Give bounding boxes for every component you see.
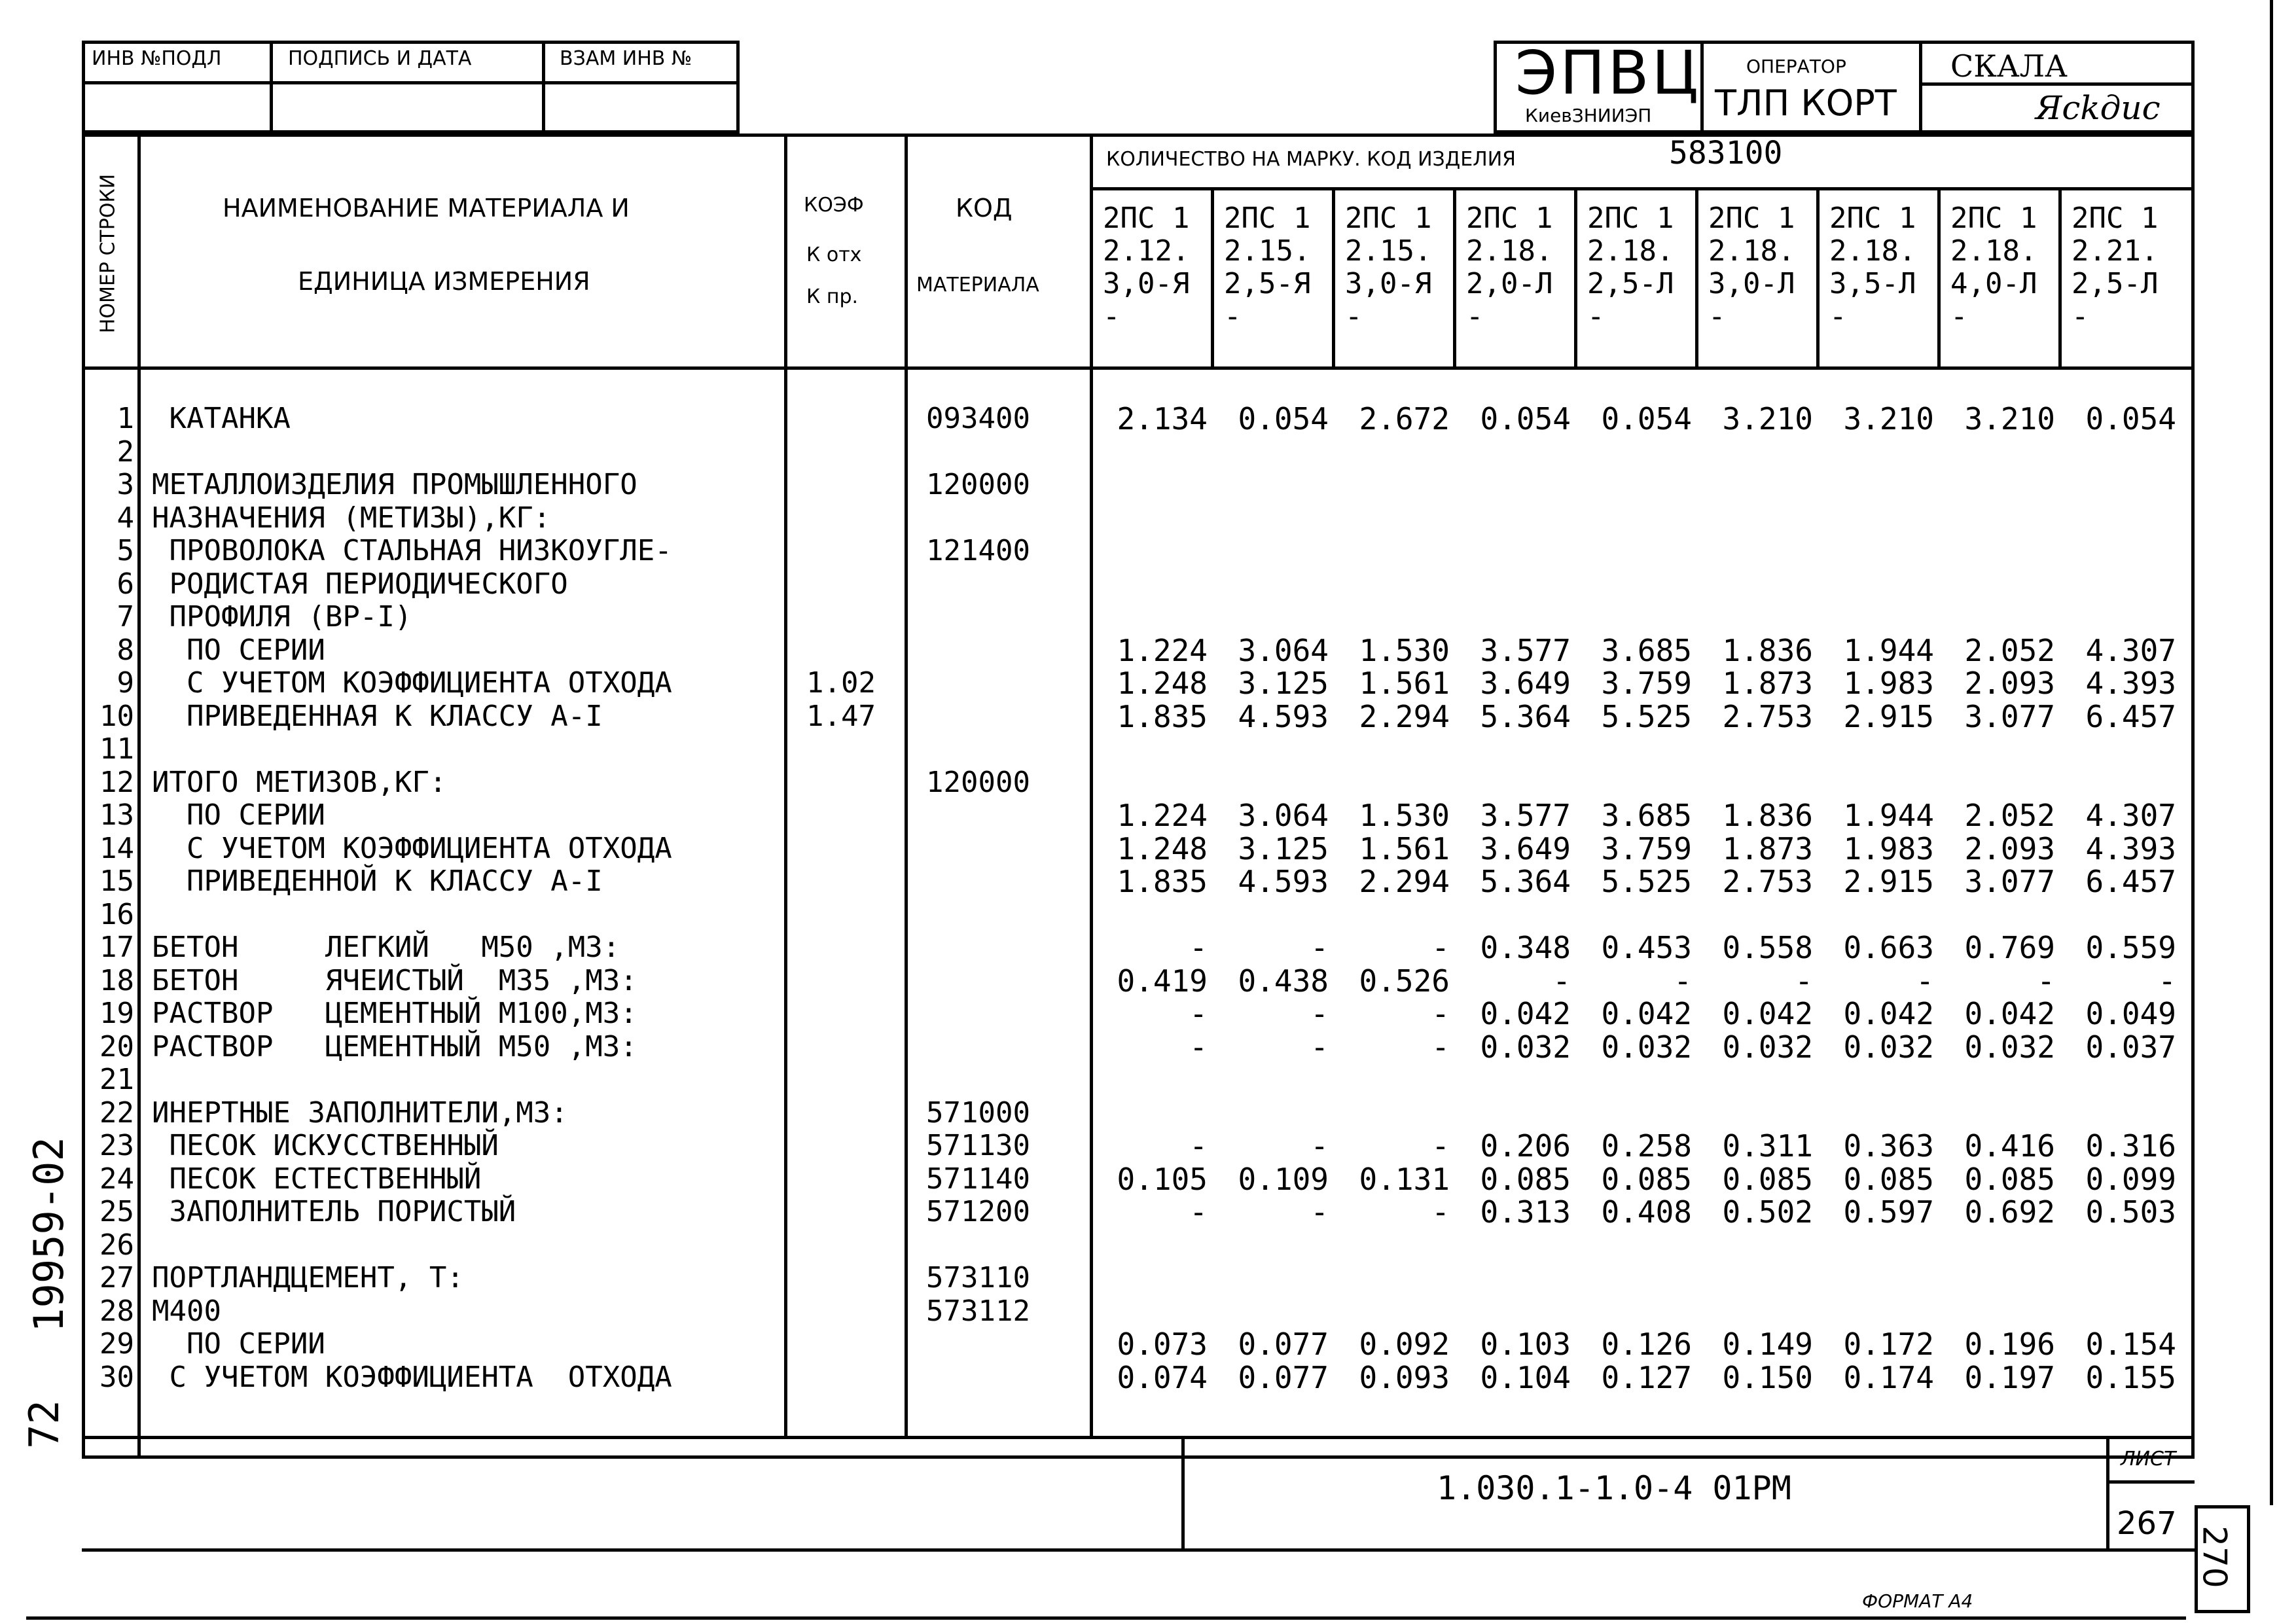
- row-value: -: [1189, 1029, 1208, 1065]
- row-material-name: ПО СЕРИИ: [152, 798, 325, 832]
- row-value: 0.032: [1722, 1029, 1813, 1065]
- row-value: 0.155: [2085, 1359, 2176, 1395]
- row-value: 0.054: [2085, 401, 2176, 437]
- col-line-name: [784, 134, 787, 1436]
- col-line-coef: [905, 134, 908, 1436]
- row-number: 20: [99, 1029, 134, 1063]
- row-value: 5.525: [1601, 864, 1692, 899]
- row-material-code: 120000: [926, 765, 1030, 799]
- brand-header-line: 2.21.: [2072, 234, 2159, 268]
- row-value: 0.663: [1843, 930, 1934, 965]
- row-value: 3.077: [1964, 698, 2055, 734]
- row-value: -: [2158, 963, 2176, 999]
- row-value: 0.042: [1964, 996, 2055, 1031]
- row-value: 0.092: [1359, 1327, 1450, 1362]
- row-value: -: [1310, 1194, 1329, 1230]
- brand-header-line: -: [1224, 300, 1242, 333]
- row-number: 26: [99, 1228, 134, 1262]
- row-value: 0.109: [1238, 1161, 1329, 1197]
- row-number: 15: [99, 865, 134, 898]
- row-value: -: [1795, 963, 1813, 999]
- brand-header-line: 2ПС 1: [1587, 202, 1674, 235]
- row-material-name: ЗАПОЛНИТЕЛЬ ПОРИСТЫЙ: [152, 1195, 516, 1228]
- row-number: 12: [99, 765, 134, 799]
- row-value: 4.393: [2085, 666, 2176, 701]
- row-material-code: 573112: [926, 1294, 1030, 1328]
- footer-bottom-line: [82, 1548, 2195, 1552]
- row-number: 8: [117, 633, 134, 667]
- row-number: 21: [99, 1063, 134, 1096]
- row-number: 4: [117, 501, 134, 535]
- row-value: -: [1189, 1128, 1208, 1164]
- row-value: 0.408: [1601, 1194, 1692, 1230]
- row-value: 0.438: [1238, 963, 1329, 999]
- org-sub: КиевЗНИИЭП: [1525, 105, 1652, 126]
- row-value: 0.416: [1964, 1128, 2055, 1164]
- brand-header-line: 2ПС 1: [1708, 202, 1795, 235]
- row-value: 5.364: [1480, 864, 1571, 899]
- brand-header-line: 2,5-Я: [1224, 267, 1311, 300]
- row-number: 1: [117, 402, 134, 435]
- row-number: 23: [99, 1129, 134, 1162]
- row-value: 0.032: [1601, 1029, 1692, 1065]
- row-value: -: [1552, 963, 1571, 999]
- row-value: 1.944: [1843, 632, 1934, 668]
- row-value: 0.150: [1722, 1359, 1813, 1395]
- row-value: 3.685: [1601, 798, 1692, 833]
- row-value: 1.224: [1117, 798, 1208, 833]
- row-value: 0.453: [1601, 930, 1692, 965]
- brand-col-separator: [1695, 187, 1698, 366]
- row-material-code: 093400: [926, 402, 1030, 435]
- row-value: 1.530: [1359, 798, 1450, 833]
- row-number: 9: [117, 666, 134, 700]
- row-value: 4.593: [1238, 864, 1329, 899]
- row-value: 0.316: [2085, 1128, 2176, 1164]
- row-value: 2.672: [1359, 401, 1450, 437]
- row-material-name: БЕТОН ЯЧЕИСТЫЙ М35 ,М3:: [152, 963, 637, 997]
- row-number: 29: [99, 1327, 134, 1361]
- row-number: 17: [99, 931, 134, 964]
- row-value: -: [1189, 930, 1208, 965]
- row-value: 0.077: [1238, 1359, 1329, 1395]
- row-value: 0.093: [1359, 1359, 1450, 1395]
- table-bottom-line: [82, 1436, 2195, 1439]
- row-value: 3.649: [1480, 666, 1571, 701]
- row-value: -: [2037, 963, 2055, 999]
- row-value: -: [1431, 1194, 1450, 1230]
- row-value: 0.363: [1843, 1128, 1934, 1164]
- row-value: 0.174: [1843, 1359, 1934, 1395]
- row-value: 0.502: [1722, 1194, 1813, 1230]
- row-value: -: [1431, 1128, 1450, 1164]
- operator-value: ТЛП КОРТ: [1715, 82, 1897, 124]
- row-value: 0.149: [1722, 1327, 1813, 1362]
- row-material-name: ПО СЕРИИ: [152, 1327, 325, 1361]
- brand-header-line: 2.18.: [1466, 234, 1553, 268]
- row-material-name: ПРИВЕДЕННАЯ К КЛАССУ А-I: [152, 699, 603, 733]
- row-number: 27: [99, 1261, 134, 1294]
- col-line-rownum: [137, 134, 141, 1459]
- stamp-inv-podl: ИНВ №ПОДЛ: [92, 47, 222, 70]
- row-value: 0.348: [1480, 930, 1571, 965]
- row-material-name: М400: [152, 1294, 221, 1328]
- row-coefficient: 1.02: [806, 666, 876, 700]
- row-value: 1.835: [1117, 864, 1208, 899]
- row-coefficient: 1.47: [806, 699, 876, 733]
- stamp-signature-date: ПОДПИСЬ И ДАТА: [288, 47, 472, 70]
- brand-header-line: 2ПС 1: [1829, 202, 1916, 235]
- footer-divider: [1181, 1436, 1185, 1550]
- row-value: 3.064: [1238, 798, 1329, 833]
- row-value: 2.093: [1964, 666, 2055, 701]
- operator-label: ОПЕРАТОР: [1746, 56, 1846, 77]
- row-value: 0.131: [1359, 1161, 1450, 1197]
- format-label: ФОРМАТ А4: [1862, 1590, 1973, 1612]
- row-material-name: ПОРТЛАНДЦЕМЕНТ, Т:: [152, 1261, 464, 1294]
- row-value: 3.685: [1601, 632, 1692, 668]
- row-value: 0.032: [1480, 1029, 1571, 1065]
- row-value: 0.313: [1480, 1194, 1571, 1230]
- row-value: -: [1310, 1128, 1329, 1164]
- row-value: 2.753: [1722, 864, 1813, 899]
- row-value: 0.085: [1843, 1161, 1934, 1197]
- brand-header-line: -: [2072, 300, 2089, 333]
- row-number: 16: [99, 897, 134, 931]
- stamp-divider: [82, 81, 740, 84]
- row-value: 1.561: [1359, 666, 1450, 701]
- row-material-code: 573110: [926, 1261, 1030, 1294]
- row-material-name: РАСТВОР ЦЕМЕНТНЫЙ М100,М3:: [152, 997, 637, 1030]
- row-value: 0.042: [1722, 996, 1813, 1031]
- row-material-name: ПЕСОК ЕСТЕСТВЕННЫЙ: [152, 1162, 482, 1196]
- brand-header-line: 3,0-Я: [1103, 267, 1190, 300]
- row-value: 2.915: [1843, 864, 1934, 899]
- row-material-code: 120000: [926, 468, 1030, 501]
- coef-header-3: К пр.: [806, 285, 859, 308]
- row-number-header: НОМЕР СТРОКИ: [96, 173, 120, 334]
- stamp-col-divider-1: [270, 41, 273, 134]
- brand-col-separator: [1574, 187, 1577, 366]
- row-material-name: ИНЕРТНЫЕ ЗАПОЛНИТЕЛИ,М3:: [152, 1096, 568, 1130]
- brand-header-line: -: [1950, 300, 1968, 333]
- row-material-code: 571140: [926, 1162, 1030, 1196]
- right-edge-line: [2270, 0, 2273, 1505]
- row-value: 5.364: [1480, 698, 1571, 734]
- brand-header-line: 2,0-Л: [1466, 267, 1553, 300]
- brand-header-line: 2.18.: [1587, 234, 1674, 268]
- signature: Ясkдис: [2036, 89, 2161, 127]
- brand-header-line: 3,0-Я: [1345, 267, 1432, 300]
- row-value: 0.769: [1964, 930, 2055, 965]
- row-material-code: 571130: [926, 1129, 1030, 1162]
- row-value: 3.577: [1480, 632, 1571, 668]
- code-header-2: МАТЕРИАЛА: [916, 274, 1039, 296]
- brand-col-separator: [1332, 187, 1335, 366]
- row-value: 4.307: [2085, 798, 2176, 833]
- row-value: -: [1431, 996, 1450, 1031]
- row-material-name: ПО СЕРИИ: [152, 633, 325, 667]
- row-number: 19: [99, 997, 134, 1030]
- row-value: 1.248: [1117, 830, 1208, 866]
- row-material-code: 571200: [926, 1195, 1030, 1228]
- row-value: 2.294: [1359, 864, 1450, 899]
- side-number: 19959-02: [24, 1137, 73, 1332]
- brand-header-line: 2ПС 1: [1950, 202, 2037, 235]
- stamp-col-divider-2: [542, 41, 545, 134]
- row-material-name: ПРИВЕДЕННОЙ К КЛАССУ А-I: [152, 865, 603, 898]
- brand-header-line: 2ПС 1: [1466, 202, 1553, 235]
- page-bottom-line: [26, 1616, 2186, 1620]
- row-value: -: [1189, 1194, 1208, 1230]
- brand-header-line: -: [1103, 300, 1121, 333]
- row-value: 0.042: [1480, 996, 1571, 1031]
- row-value: 0.197: [1964, 1359, 2055, 1395]
- row-value: 0.558: [1722, 930, 1813, 965]
- row-value: 1.873: [1722, 830, 1813, 866]
- row-number: 7: [117, 600, 134, 633]
- row-value: 0.054: [1238, 401, 1329, 437]
- coef-header-2: К отх: [806, 243, 862, 266]
- row-number: 28: [99, 1294, 134, 1328]
- row-value: 3.125: [1238, 830, 1329, 866]
- row-value: 4.307: [2085, 632, 2176, 668]
- row-value: 0.311: [1722, 1128, 1813, 1164]
- sheet-box-mid: [2106, 1480, 2195, 1484]
- row-value: 1.836: [1722, 798, 1813, 833]
- brand-col-separator: [2058, 187, 2062, 366]
- row-value: 3.577: [1480, 798, 1571, 833]
- row-material-name: РОДИСТАЯ ПЕРИОДИЧЕСКОГО: [152, 567, 568, 601]
- row-value: 0.054: [1601, 401, 1692, 437]
- row-value: 0.085: [1722, 1161, 1813, 1197]
- brand-header-line: -: [1345, 300, 1363, 333]
- row-value: 0.085: [1964, 1161, 2055, 1197]
- brand-header-line: 2ПС 1: [2072, 202, 2159, 235]
- row-value: 0.103: [1480, 1327, 1571, 1362]
- brand-header-line: 3,5-Л: [1829, 267, 1916, 300]
- row-number: 30: [99, 1360, 134, 1394]
- row-value: 3.210: [1843, 401, 1934, 437]
- row-number: 13: [99, 798, 134, 832]
- row-number: 10: [99, 699, 134, 733]
- row-value: 0.032: [1843, 1029, 1934, 1065]
- row-value: -: [1310, 1029, 1329, 1065]
- row-value: 0.104: [1480, 1359, 1571, 1395]
- row-value: 1.873: [1722, 666, 1813, 701]
- system-name: СКАЛА: [1950, 48, 2068, 84]
- row-value: 3.210: [1964, 401, 2055, 437]
- brand-header-line: 2ПС 1: [1345, 202, 1432, 235]
- row-value: 0.099: [2085, 1161, 2176, 1197]
- brand-col-separator: [1816, 187, 1820, 366]
- row-value: 0.127: [1601, 1359, 1692, 1395]
- brand-header-line: -: [1829, 300, 1847, 333]
- row-value: 0.077: [1238, 1327, 1329, 1362]
- row-value: 1.530: [1359, 632, 1450, 668]
- brand-header-line: -: [1587, 300, 1605, 333]
- stamp-vzam-inv: ВЗАМ ИНВ №: [560, 47, 692, 70]
- row-value: -: [1189, 996, 1208, 1031]
- row-value: 3.077: [1964, 864, 2055, 899]
- row-value: -: [1431, 930, 1450, 965]
- brand-header-line: 4,0-Л: [1950, 267, 2037, 300]
- row-value: -: [1916, 963, 1934, 999]
- sheet-label: ЛИСТ: [2121, 1448, 2176, 1471]
- row-material-name: НАЗНАЧЕНИЯ (МЕТИЗЫ),КГ:: [152, 501, 551, 535]
- row-value: 1.224: [1117, 632, 1208, 668]
- material-name-header-2: ЕДИНИЦА ИЗМЕРЕНИЯ: [298, 267, 590, 296]
- row-value: -: [1674, 963, 1692, 999]
- brand-header-line: -: [1466, 300, 1484, 333]
- row-material-name: ПРОВОЛОКА СТАЛЬНАЯ НИЗКОУГЛЕ-: [152, 534, 672, 567]
- row-value: 1.983: [1843, 830, 1934, 866]
- row-value: 0.049: [2085, 996, 2176, 1031]
- product-code: 583100: [1669, 135, 1783, 171]
- brand-header-line: 2,5-Л: [2072, 267, 2159, 300]
- row-value: 2.294: [1359, 698, 1450, 734]
- col-line-code: [1090, 134, 1093, 1436]
- row-value: 1.836: [1722, 632, 1813, 668]
- row-value: 0.154: [2085, 1327, 2176, 1362]
- row-value: 0.042: [1843, 996, 1934, 1031]
- row-value: 2.052: [1964, 632, 2055, 668]
- row-value: 0.597: [1843, 1194, 1934, 1230]
- row-material-code: 121400: [926, 534, 1030, 567]
- brand-header-line: 2ПС 1: [1224, 202, 1311, 235]
- page-number: 270: [2195, 1525, 2234, 1588]
- row-number: 5: [117, 534, 134, 567]
- row-value: 2.915: [1843, 698, 1934, 734]
- row-value: 4.593: [1238, 698, 1329, 734]
- row-value: 6.457: [2085, 698, 2176, 734]
- row-value: 3.064: [1238, 632, 1329, 668]
- brand-header-line: -: [1708, 300, 1726, 333]
- row-value: 0.037: [2085, 1029, 2176, 1065]
- row-value: 0.032: [1964, 1029, 2055, 1065]
- row-value: 6.457: [2085, 864, 2176, 899]
- brand-header-line: 2.15.: [1224, 234, 1311, 268]
- brand-header-line: 2.18.: [1708, 234, 1795, 268]
- row-value: 3.210: [1722, 401, 1813, 437]
- row-material-name: ПЕСОК ИСКУССТВЕННЫЙ: [152, 1129, 499, 1162]
- row-material-name: КАТАНКА: [152, 402, 291, 435]
- row-value: 4.393: [2085, 830, 2176, 866]
- header-bottom-line: [82, 366, 2195, 370]
- row-value: 0.258: [1601, 1128, 1692, 1164]
- row-number: 3: [117, 468, 134, 501]
- qty-header-label: КОЛИЧЕСТВО НА МАРКУ. КОД ИЗДЕЛИЯ: [1106, 148, 1516, 171]
- row-value: 2.753: [1722, 698, 1813, 734]
- sheet-box-left: [2106, 1436, 2109, 1550]
- doc-code: 1.030.1-1.0-4 01РМ: [1437, 1469, 1791, 1507]
- title-divider-2: [1919, 41, 1922, 134]
- brand-col-separator: [1211, 187, 1214, 366]
- row-value: 2.093: [1964, 830, 2055, 866]
- brand-col-separator: [1453, 187, 1456, 366]
- row-value: 3.759: [1601, 830, 1692, 866]
- row-number: 6: [117, 567, 134, 601]
- row-value: 0.042: [1601, 996, 1692, 1031]
- row-material-name: РАСТВОР ЦЕМЕНТНЫЙ М50 ,М3:: [152, 1029, 637, 1063]
- row-value: 1.835: [1117, 698, 1208, 734]
- row-value: 0.503: [2085, 1194, 2176, 1230]
- row-value: 0.054: [1480, 401, 1571, 437]
- row-material-name: С УЧЕТОМ КОЭФФИЦИЕНТА ОТХОДА: [152, 666, 672, 700]
- row-number: 22: [99, 1096, 134, 1130]
- row-value: 0.105: [1117, 1161, 1208, 1197]
- row-value: 1.983: [1843, 666, 1934, 701]
- row-number: 24: [99, 1162, 134, 1196]
- row-value: 0.206: [1480, 1128, 1571, 1164]
- row-value: 1.944: [1843, 798, 1934, 833]
- row-number: 18: [99, 963, 134, 997]
- brand-header-line: 2.18.: [1829, 234, 1916, 268]
- brand-header-line: 2.15.: [1345, 234, 1432, 268]
- row-material-code: 571000: [926, 1096, 1030, 1130]
- row-material-name: С УЧЕТОМ КОЭФФИЦИЕНТА ОТХОДА: [152, 831, 672, 865]
- row-number: 14: [99, 831, 134, 865]
- org-name: ЭПВЦ: [1515, 38, 1701, 108]
- row-value: 0.419: [1117, 963, 1208, 999]
- row-value: 0.074: [1117, 1359, 1208, 1395]
- row-value: 3.759: [1601, 666, 1692, 701]
- brand-header-line: 2.18.: [1950, 234, 2037, 268]
- brand-header-line: 2ПС 1: [1103, 202, 1190, 235]
- row-value: -: [1431, 1029, 1450, 1065]
- row-number: 2: [117, 435, 134, 469]
- row-value: 1.248: [1117, 666, 1208, 701]
- row-material-name: С УЧЕТОМ КОЭФФИЦИЕНТА ОТХОДА: [152, 1360, 672, 1394]
- row-value: 0.526: [1359, 963, 1450, 999]
- brand-header-line: 2,5-Л: [1587, 267, 1674, 300]
- row-value: 3.125: [1238, 666, 1329, 701]
- row-number: 11: [99, 732, 134, 766]
- row-value: 0.692: [1964, 1194, 2055, 1230]
- row-value: 1.561: [1359, 830, 1450, 866]
- row-value: 0.126: [1601, 1327, 1692, 1362]
- brand-col-separator: [1937, 187, 1941, 366]
- row-value: 5.525: [1601, 698, 1692, 734]
- row-material-name: ПРОФИЛЯ (ВР-I): [152, 600, 412, 633]
- row-value: 0.073: [1117, 1327, 1208, 1362]
- row-value: 0.196: [1964, 1327, 2055, 1362]
- brand-header-line: 3,0-Л: [1708, 267, 1795, 300]
- brand-header-line: 2.12.: [1103, 234, 1190, 268]
- row-value: -: [1310, 996, 1329, 1031]
- material-name-header-1: НАИМЕНОВАНИЕ МАТЕРИАЛА И: [223, 194, 630, 223]
- row-value: 2.052: [1964, 798, 2055, 833]
- row-material-name: ИТОГО МЕТИЗОВ,КГ:: [152, 765, 447, 799]
- coef-header-1: КОЭФ: [804, 194, 864, 217]
- row-material-name: БЕТОН ЛЕГКИЙ М50 ,М3:: [152, 931, 620, 964]
- row-value: 2.134: [1117, 401, 1208, 437]
- row-value: 0.085: [1480, 1161, 1571, 1197]
- code-header-1: КОД: [956, 194, 1013, 223]
- row-value: -: [1310, 930, 1329, 965]
- row-number: 25: [99, 1195, 134, 1228]
- row-value: 0.085: [1601, 1161, 1692, 1197]
- row-material-name: МЕТАЛЛОИЗДЕЛИЯ ПРОМЫШЛЕННОГО: [152, 468, 637, 501]
- side-small-number: 72: [20, 1400, 68, 1449]
- qty-header-line: [1090, 187, 2195, 190]
- row-value: 0.559: [2085, 930, 2176, 965]
- sheet-number: 267: [2117, 1505, 2177, 1542]
- row-value: 3.649: [1480, 830, 1571, 866]
- row-value: 0.172: [1843, 1327, 1934, 1362]
